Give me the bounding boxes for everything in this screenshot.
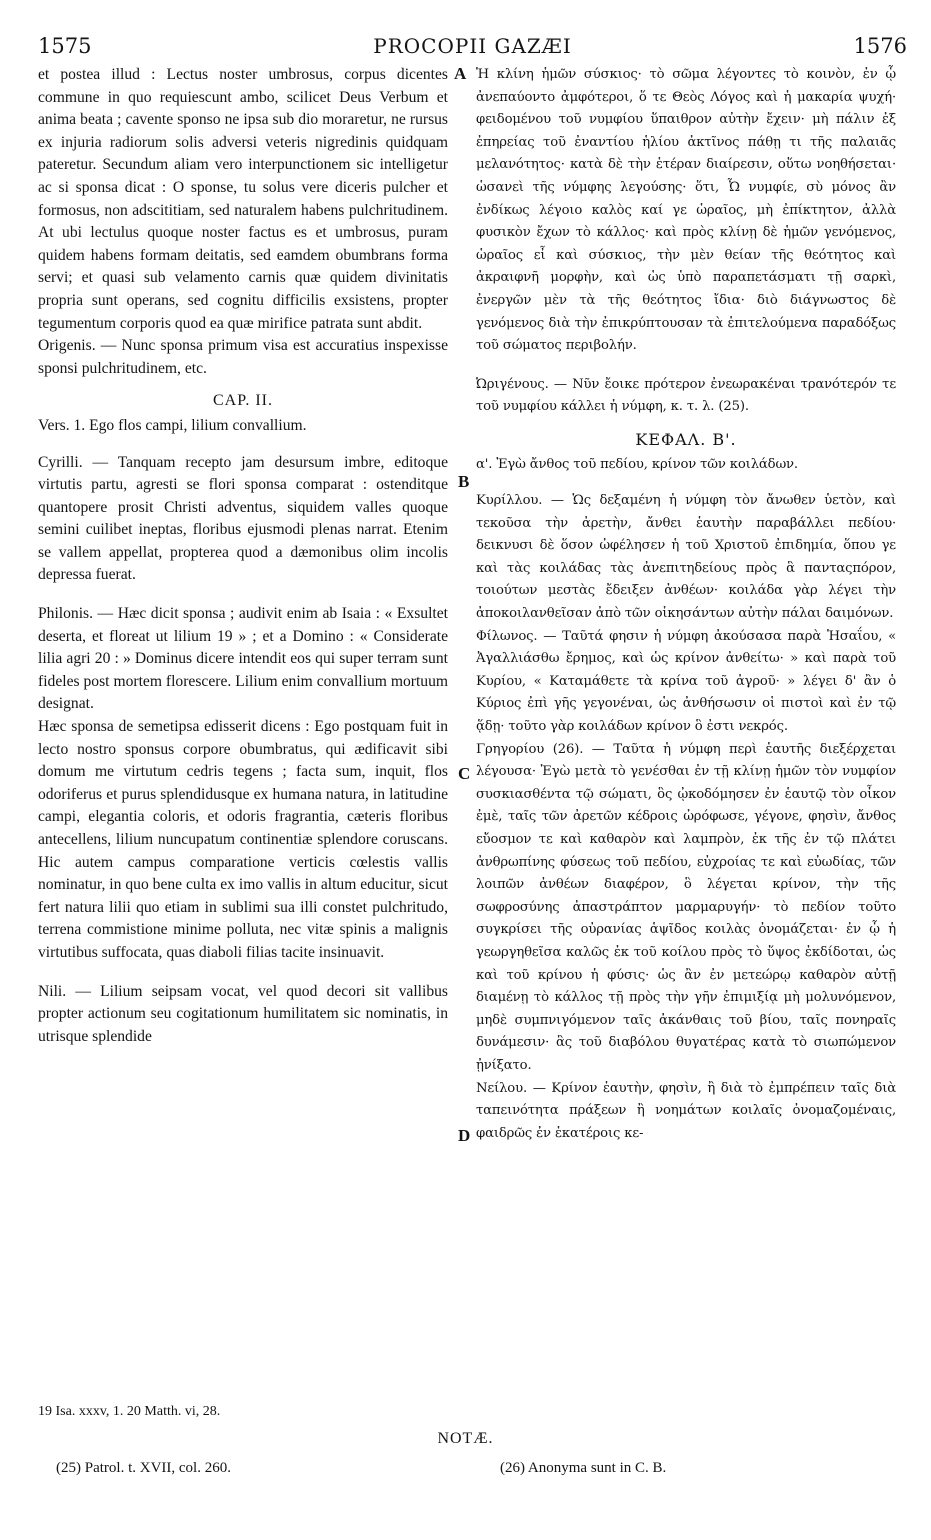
latin-paragraph-lectus: et postea illud : Lectus noster umbrosus, corpus dicentes commune in quo requiescunt ambo, scilicet Deus Verbum et anima beata ; cavente sponso ne ipsa sub dio moraretur, ne rursus ex injuria radiorum solis adversi veteris nigredinis quidquam pateretur. Secundum aliam vero interpunctionem sic intelligetur ac si sponsa dicat : O sponse, tu solus vere diceris pulcher et formosus, non adscititiam, sed naturalem habens pulchritudinem. At ubi lectulus quoque noster factus es et umbrosus, puram quidem habens formam deitatis, sed eamdem obumbrans forma servi; et quasi sub velamento carnis quæ quidem divinitatis propria sunt operans, sed cognitu difficilis exsistens, propter tegumentum corporis quod ea quæ mirifice patrata sunt abdit. [38,66,448,332]
margin-letter-a: A [454,64,467,83]
page-title: PROCOPII GAZÆI [373,34,572,58]
greek-column [476,64,896,1145]
chapter-heading-latin: CAP. II. [212,392,273,410]
latin-paragraph-cyrilli: Cyrilli. — Tanquam recepto jam desursum imbre, editoque virtutis partu, agresti se flori sponsa comparat : ostenditque quantopere prosit Christi adventus, siquidem valles quoque semini cuilibet ineptas, floribus ejusmodi plenas narrat. Etenim se vallem appellat, propterea quod a dæmonibus olim incolis depressa fuerat. [38,453,448,584]
verse-latin: Vers. 1. Ego flos campi, lilium convallium. [38,416,307,434]
margin-letter-d: D [458,1126,471,1145]
note-25: (25) Patrol. t. XVII, col. 260. [56,1460,231,1476]
page-number-right: 1576 [853,34,907,58]
chapter-heading-greek: ΚΕΦΑΛ. Β'. [635,429,737,449]
page-number-left: 1575 [38,34,92,58]
greek-paragraph-neilou: Νείλου. — Κρίνον ἑαυτὴν, φησὶν, ἢ διὰ τὸ ἐμπρέπειν ταῖς διὰ ταπεινότητα πράξεων ἢ νοημάτων κοιλαῖς ὀνομαζομέναις, φαιδρῶς ἐν ἑκατέροις κε- [476,1080,896,1141]
latin-paragraph-origenis: Origenis. — Nunc sponsa primum visa est accuratius inspexisse sponsi pulchritudinem, etc. [38,337,448,377]
latin-column [38,64,448,1048]
margin-letter-b: B [458,472,470,491]
note-26: (26) Anonyma sunt in C. B. [500,1460,667,1476]
latin-paragraph-philonis: Philonis. — Hæc dicit sponsa ; audivit enim ab Isaia : « Exsultet deserta, et floreat ut lilium 19 » ; et a Domino : « Considerate lilia agri 20 : » Dominus dicere intendit eos qui super terram sunt fideles post mortem florescere. Lilium enim convallium mortuum designat. [38,605,448,713]
verse-greek: α'. Ἐγὼ ἄνθος τοῦ πεδίου, κρίνον τῶν κοιλάδων. [476,456,798,472]
greek-paragraph-philonos: Φίλωνος. — Ταῦτά φησιν ἡ νύμφη ἀκούσασα παρὰ Ἡσαΐου, « Ἀγαλλιάσθω ἔρημος, καὶ ὡς κρίνον ἀνθείτω· » καὶ παρὰ τοῦ Κυρίου, « Καταμάθετε τὰ κρίνα τοῦ ἀγροῦ· » λέγει δ' ἂν ὁ Κύριος ἐπὶ γῆς γεγονέναι, ὡς ἀνθήσωσιν οἱ πιστοὶ καὶ ἐν τῷ ᾅδῃ· τοῦτο γὰρ κοιλάδων κρίνον ὃ ἐστι νεκρός. [476,628,896,735]
notae-heading: NOTÆ. [437,1430,494,1447]
greek-paragraph-origenous: Ὠριγένους. — Νῦν ἔοικε πρότερον ἐνεωρακέναι τρανότερόν τε τοῦ νυμφίου κάλλει ἡ νύμφη, κ. τ. λ. (25). [476,376,896,415]
greek-paragraph-kyrillou: Κυρίλλου. — Ὡς δεξαμένη ἡ νύμφη τὸν ἄνωθεν ὑετὸν, καὶ τεκοῦσα τὴν ἀρετὴν, ἄνθει ἑαυτὴν παραβάλλει πεδίου· δεικνυσι δὲ ὅσον ὠφέλησεν ἡ τοῦ Χριστοῦ ἐπιδημία, ὅπου γε καὶ τὰς κοιλάδας τὰς ἀνεπιτηδείους πρὸς ἃ πανταςπόρον, τοιούτων μεστὰς ἔδειξεν ἀνθέων· κοιλάδα γὰρ λέγει τὴν ἀποκοιλανθεῖσαν ἀπὸ τῶν οἰκησάντων αὐτὴν πάλαι δαιμόνων. [476,493,896,622]
running-head [38,34,907,62]
footnote-references: 19 Isa. xxxv, 1. 20 Matth. vi, 28. [38,1404,221,1419]
latin-paragraph-sponsa: Hæc sponsa de semetipsa edisserit dicens : Ego postquam fuit in lecto nostro sponsus corpore obumbratus, qui ædificavit sibi domum me virtutum cedris tegens ; facta sum, inquit, flos odoriferus et purus splendidusque ex humana natura, in latitudine campi, elegantia coloris, et odoris fragrantia, cæteris floribus antecellens, lilium nuncupatum continentiæ splendore coruscans. Hic autem campus comparatione verticis cœlestis vallis nominatur, in quo bene culta ex imo vallis in altum educitur, sicut fert natura lilii quo etiam in sublimi sua illi constet pulchritudo, terrena commistione minime polluta, nec vitæ spinis a malignis virtutibus suffocata, quas diaboli filias tacite insinuavit. [38,718,448,961]
greek-paragraph-gregoriou: Γρηγορίου (26). — Ταῦτα ἡ νύμφη περὶ ἑαυτῆς διεξέρχεται λέγουσα· Ἐγὼ μετὰ τὸ γενέσθαι ἐν τῇ κλίνῃ ἡμῶν τὸν νυμφίον συσκιασθέντα τῷ σώματι, ὃς ᾠκοδόμησεν ἐν ἑαυτῷ τὸν οἶκον ἐμὲ, ταῖς τῶν ἀρετῶν κέδροις ὠρόφωσε, γέγονε, φησὶν, ἄνθος εὔοσμον τε καὶ καθαρὸν καὶ λαμπρὸν, ἐκ τῆς ἐν τῷ πλάτει ἀνθρωπίνης φύσεως τοῦ πεδίου, εὐχροίας τε καὶ εὐωδίας, τῶν λοιπῶν ἀνθέων διαφέρον, ὃ λέγεται κρίνον, τὴν τῆς σωφροσύνης ἀπαστράπτον μαρμαρυγήν· τὸ πεδίον τοῦτο συγκρίσει τῆς οὐρανίας ἁψῖδος κοιλὰς ὀνομάζεται· ἐν ᾧ ἡ γεωργηθεῖσα καλῶς ἐκ τοῦ κοίλου πρὸς τὸ ὕψος ἐκδίδοται, ὡς καὶ τοῦ κρίνου ἡ φύσις· ὡς ἂν ἐν μετεώρῳ καθαρὸν αὐτῇ διαμένῃ τὸ κάλλος τῇ πρὸς τὴν γῆν ἐπιμιξίᾳ μὴ μολυνόμενον, μηδὲ συμπνιγόμενον ταῖς ἀκάνθαις τοῦ βίου, ταῖς πονηραῖς δυνάμεσιν· ἃς τοῦ διαβόλου θυγατέρας κατὰ τὸ σιωπώμενον ᾐνίξατο. [476,741,896,1073]
margin-letter-c: C [458,764,471,783]
greek-paragraph-kline: Ἡ κλίνη ἡμῶν σύσκιος· τὸ σῶμα λέγοντες τὸ κοινὸν, ἐν ᾧ ἀνεπαύοντο ἀμφότεροι, ὅ τε Θεὸς Λόγος καὶ ἡ μακαρία ψυχή· φειδομένου τοῦ νυμφίου ὕπαιθρον αὐτὴν ἔχειν· μὴ πάλιν ἐξ ἐπηρείας τοῦ ἐναντίου ἡλίου ἀκτῖνος πάθῃ τι τῆς παλαιᾶς μελανότητος· κατὰ δὲ τὴν ἑτέραν διαίρεσιν, οὕτω νοηθήσεται· ὡσανεὶ τῆς νύμφης λεγούσης· ὅτι, Ὦ νυμφίε, σὺ μόνος ἂν ἐνδίκως λέγοιο καλὸς καί γε ὡραῖος, μὴ ἐπίκτητον, ἀλλὰ φυσικὸν ἔχων τὸ κάλλος· καὶ πρὸς κλίνῃ δὲ ἡμῶν γενόμενος, ὡραῖος εἶ καὶ σύσκιος, τὴν μὲν θείαν τῆς θεότητος καὶ ἀκραιφνῆ μορφὴν, καὶ ὡς ὑπὸ παραπετάσματι τῇ σαρκὶ, ἐνεργῶν μὲν τὰ τῆς θεότητος ἴδια· διὸ διάγνωστος δὲ γενόμενος διὰ τὴν ἐπικρύπτουσαν τὰ ἐπιτελούμενα παραδόξως τοῦ σώματος περιβολήν. [476,67,896,354]
latin-paragraph-nili: Nili. — Lilium seipsam vocat, vel quod decori sit vallibus propter actionum seu cogitationum humilitatem sic nominatis, in utrisque splendide [38,982,448,1045]
